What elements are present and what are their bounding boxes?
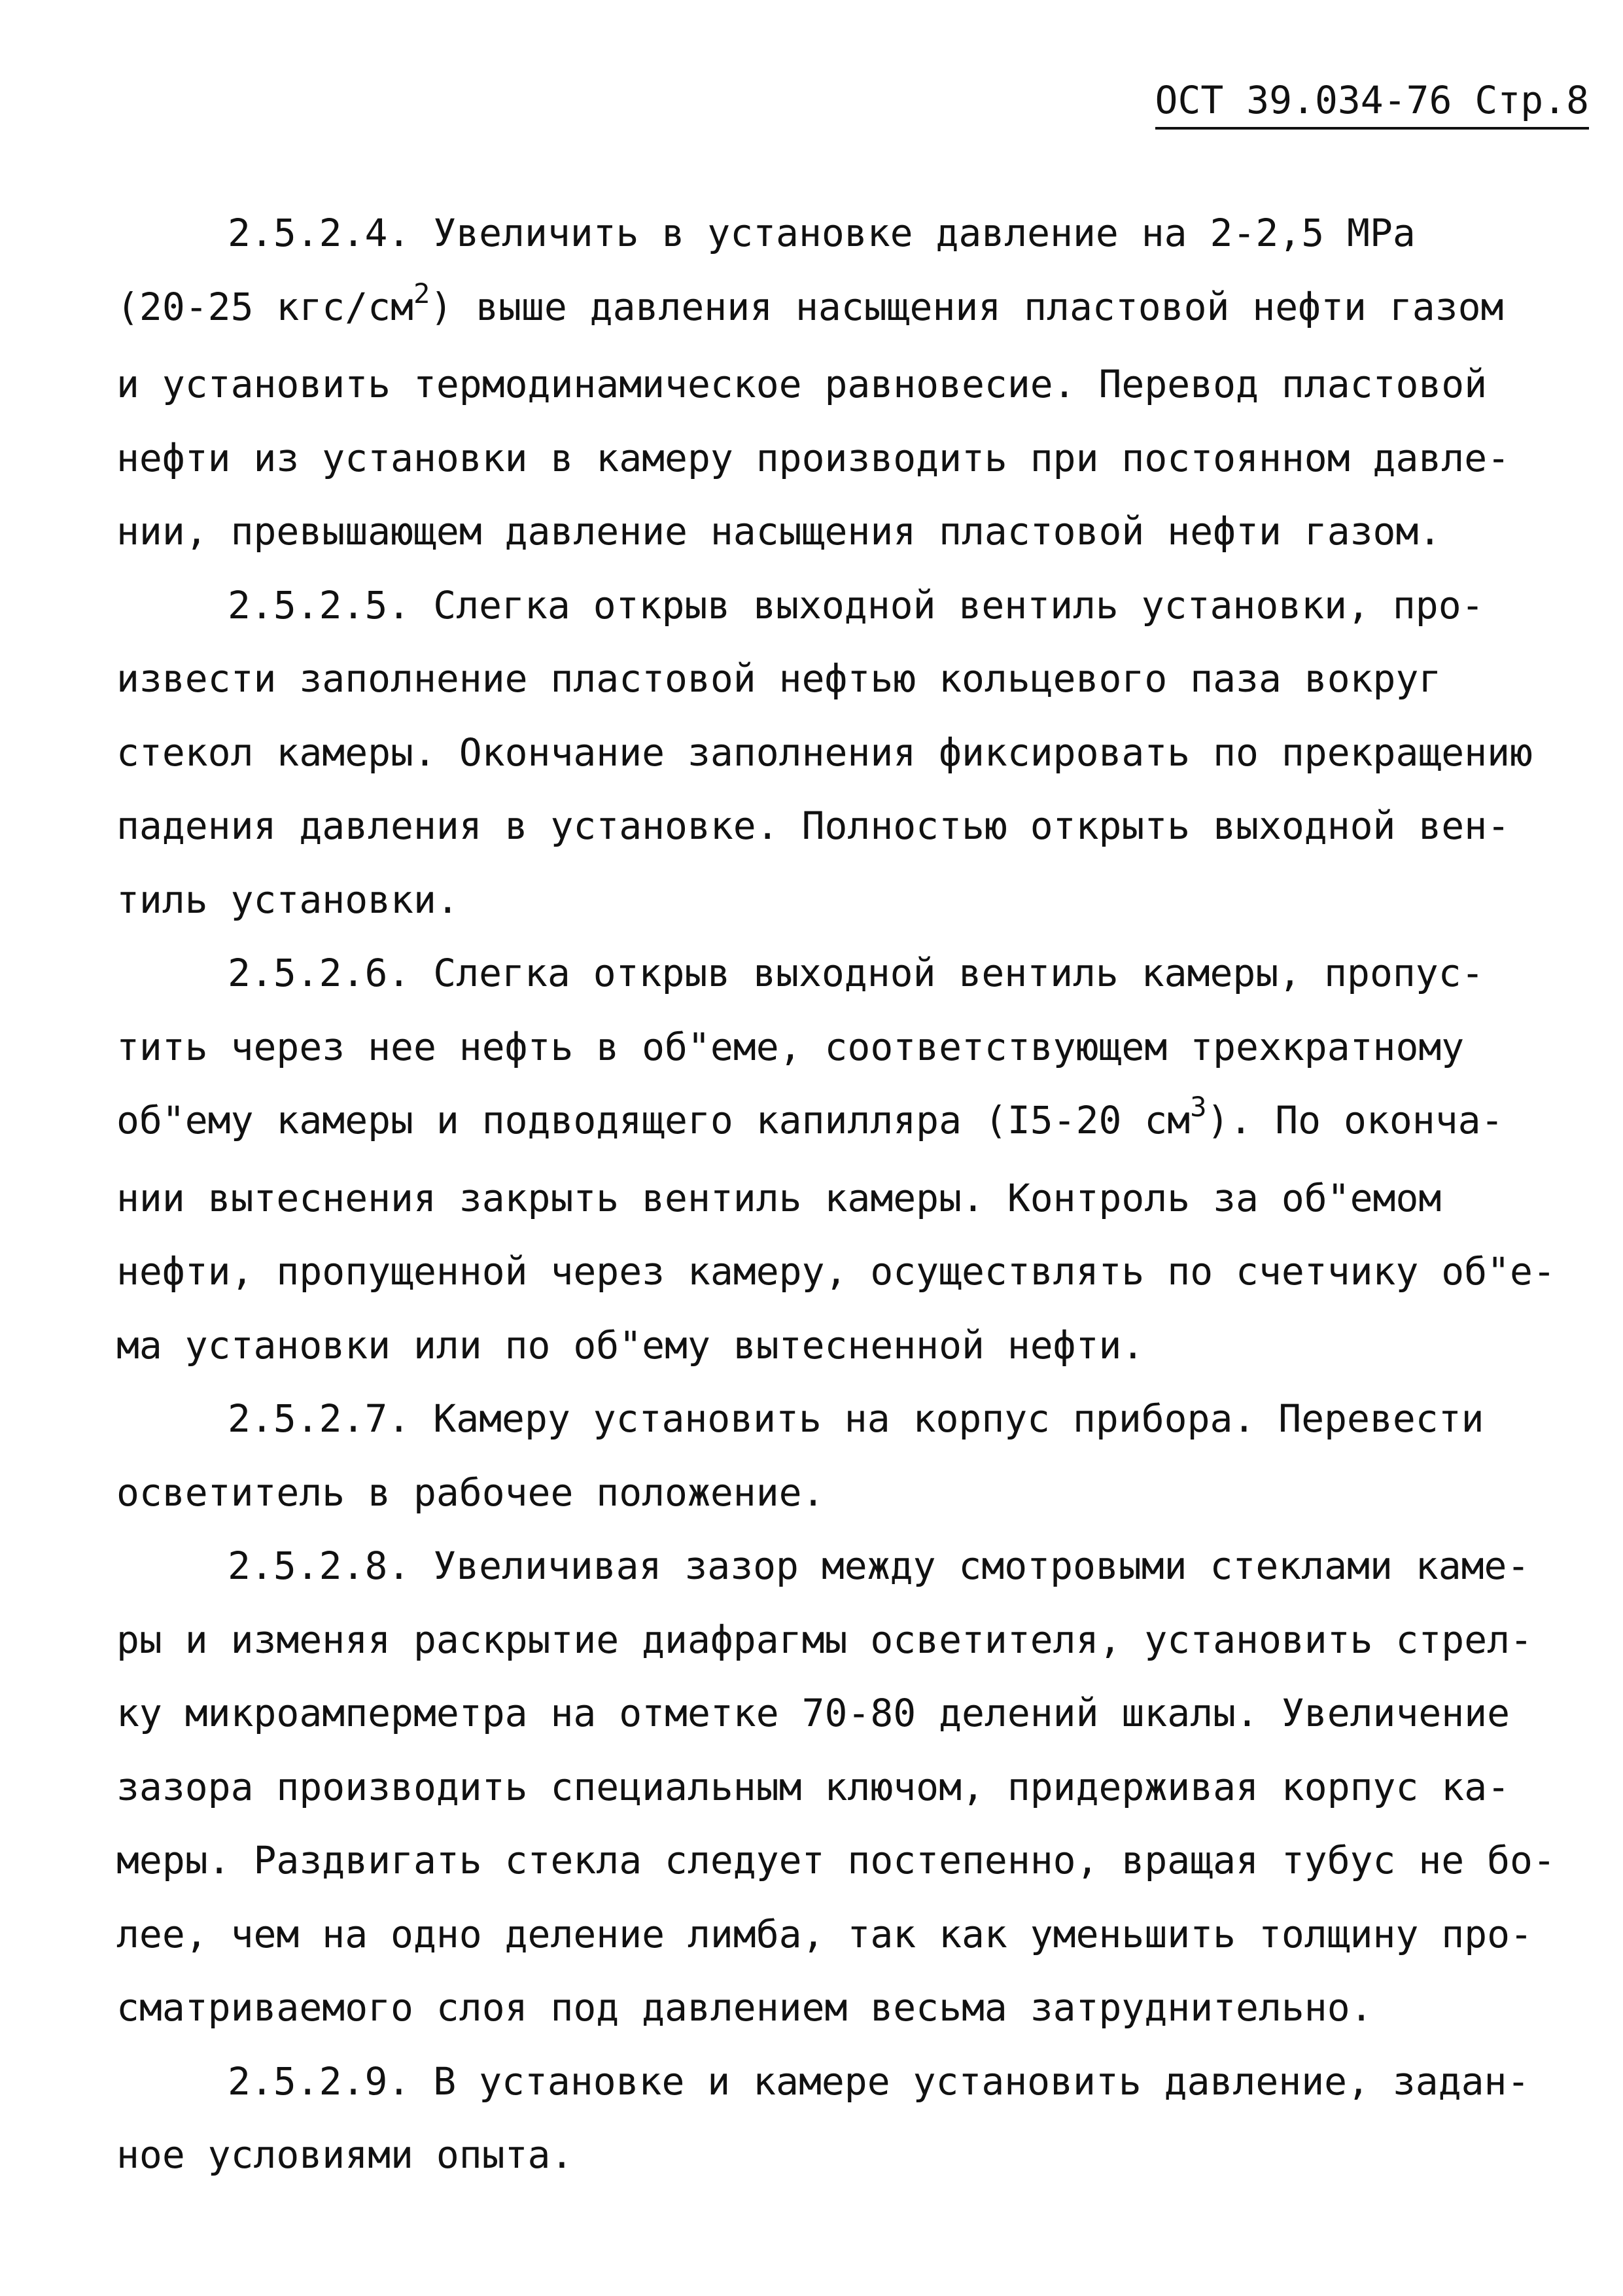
text-line: 2.5.2.5. Слегка открыв выходной вентиль установки, про- bbox=[228, 582, 1484, 627]
text-line: 2.5.2.4. Увеличить в установке давление на 2-2,5 МРа bbox=[228, 211, 1416, 255]
text-line: стекол камеры. Окончание заполнения фиксировать по прекращению bbox=[116, 730, 1533, 775]
text-line: ры и изменяя раскрытие диафрагмы осветителя, установить стрел- bbox=[116, 1617, 1533, 1662]
text-line: 2.5.2.6. Слегка открыв выходной вентиль камеры, пропус- bbox=[228, 951, 1484, 995]
paragraph-2-5-2-7 bbox=[116, 1382, 1522, 1529]
superscript: 3 bbox=[1190, 1091, 1207, 1123]
text-line: тить через нее нефть в об"еме, соответствующем трехкратному bbox=[116, 1024, 1465, 1069]
text-line: сматриваемого слоя под давлением весьма затруднительно. bbox=[116, 1985, 1373, 2030]
text-line: нии вытеснения закрыть вентиль камеры. Контроль за об"емом bbox=[116, 1175, 1442, 1220]
text-line: тиль установки. bbox=[116, 877, 459, 922]
superscript: 2 bbox=[413, 277, 430, 309]
text-line bbox=[116, 270, 1522, 348]
text-line: ма установки или по об"ему вытесненной нефти. bbox=[116, 1322, 1145, 1368]
text-line bbox=[116, 1084, 1522, 1161]
text-line: лее, чем на одно деление лимба, так как уменьшить толщину про- bbox=[116, 1911, 1533, 1956]
text-line: нефти из установки в камеру производить при постоянном давле- bbox=[116, 435, 1510, 480]
text-line: меры. Раздвигать стекла следует постепенно, вращая тубус не бо- bbox=[116, 1838, 1556, 1882]
text-line: зазора производить специальным ключом, придерживая корпус ка- bbox=[116, 1764, 1510, 1809]
text-line: 2.5.2.8. Увеличивая зазор между смотровыми стеклами каме- bbox=[228, 1544, 1530, 1588]
text-segment: ). По оконча- bbox=[1206, 1098, 1504, 1142]
text-line: 2.5.2.9. В установке и камере установить давление, задан- bbox=[228, 2058, 1530, 2104]
text-line: 2.5.2.7. Камеру установить на корпус прибора. Перевести bbox=[228, 1396, 1484, 1441]
text-line: ку микроамперметра на отметке 70-80 делений шкалы. Увеличение bbox=[116, 1691, 1510, 1735]
text-line: падения давления в установке. Полностью открыть выходной вен- bbox=[116, 804, 1510, 848]
text-line: и установить термодинамическое равновесие. Перевод пластовой bbox=[116, 362, 1488, 406]
paragraph-2-5-2-6 bbox=[116, 936, 1556, 1382]
page-header-doc-ref: ОСТ 39.034-76 Стр.8 bbox=[1155, 77, 1589, 130]
paragraph-2-5-2-9 bbox=[116, 2045, 1530, 2192]
text-line: нии, превышающем давление насыщения пластовой нефти газом. bbox=[116, 509, 1442, 554]
text-segment: об"ему камеры и подводящего капилляра (I5-20 см bbox=[116, 1098, 1191, 1142]
text-segment: (20-25 кгс/см bbox=[116, 284, 413, 329]
document-body bbox=[116, 196, 1556, 2192]
text-line: осветитель в рабочее положение. bbox=[116, 1470, 825, 1515]
paragraph-2-5-2-5 bbox=[116, 569, 1533, 937]
text-line: нефти, пропущенной через камеру, осуществлять по счетчику об"е- bbox=[116, 1249, 1556, 1294]
paragraph-2-5-2-8 bbox=[116, 1529, 1556, 2045]
paragraph-2-5-2-4 bbox=[116, 196, 1522, 569]
text-line: извести заполнение пластовой нефтью кольцевого паза вокруг bbox=[116, 656, 1442, 701]
text-segment: ) выше давления насыщения пластовой нефти газом bbox=[430, 284, 1504, 329]
text-line: ное условиями опыта. bbox=[116, 2132, 574, 2177]
